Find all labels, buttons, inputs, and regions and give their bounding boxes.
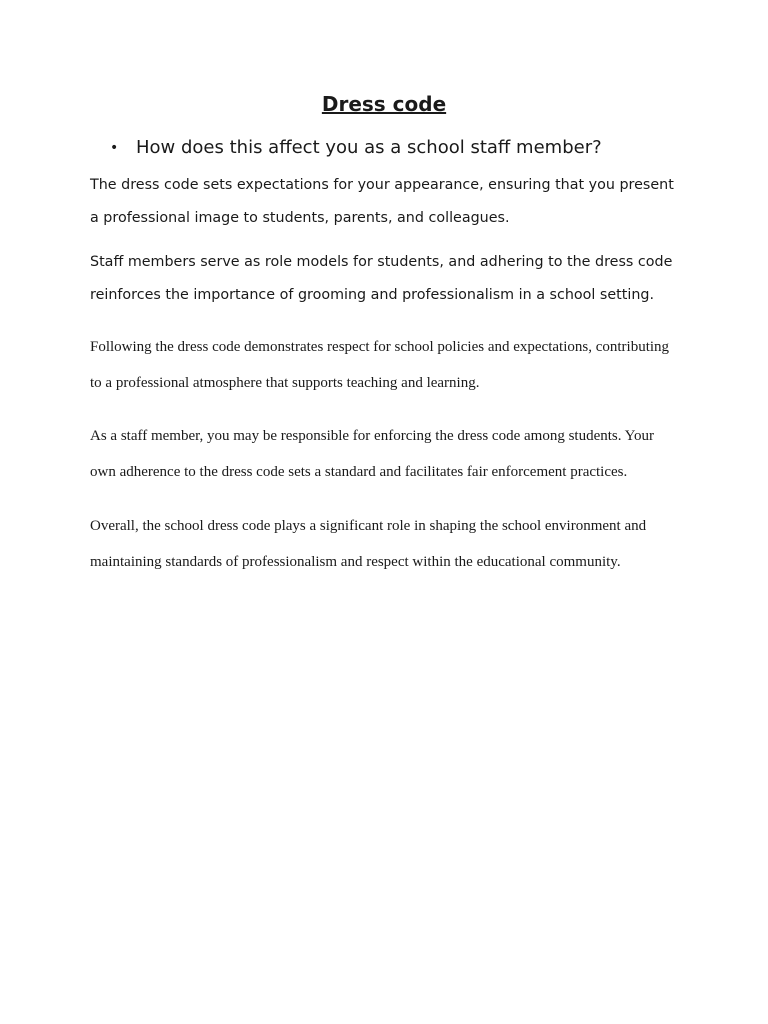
paragraph-appearance: The dress code sets expectations for your appearance, ensuring that you present a professional image to students, parents, and colleagues.	[90, 177, 674, 226]
paragraph-overall: Overall, the school dress code plays a significant role in shaping the school environment and maintaining standards of professionalism and respect within the educational community.	[90, 518, 647, 570]
paragraph-enforcement: As a staff member, you may be responsible for enforcing the dress code among students. Your own adherence to the dress code sets a standard and facilitates fair enforcement practices.	[90, 428, 655, 480]
bullet-item	[110, 135, 710, 161]
bullet-marker: •	[110, 140, 119, 156]
paragraph-respect-policies: Following the dress code demonstrates respect for school policies and expectations, contributing to a professional atmosphere that supports teaching and learning.	[90, 339, 670, 391]
document-title: Dress code	[321, 92, 447, 116]
bullet-text: How does this affect you as a school staff member?	[136, 137, 602, 158]
paragraph-role-models: Staff members serve as role models for students, and adhering to the dress code reinforces the importance of grooming and professionalism in a school setting.	[90, 254, 673, 303]
